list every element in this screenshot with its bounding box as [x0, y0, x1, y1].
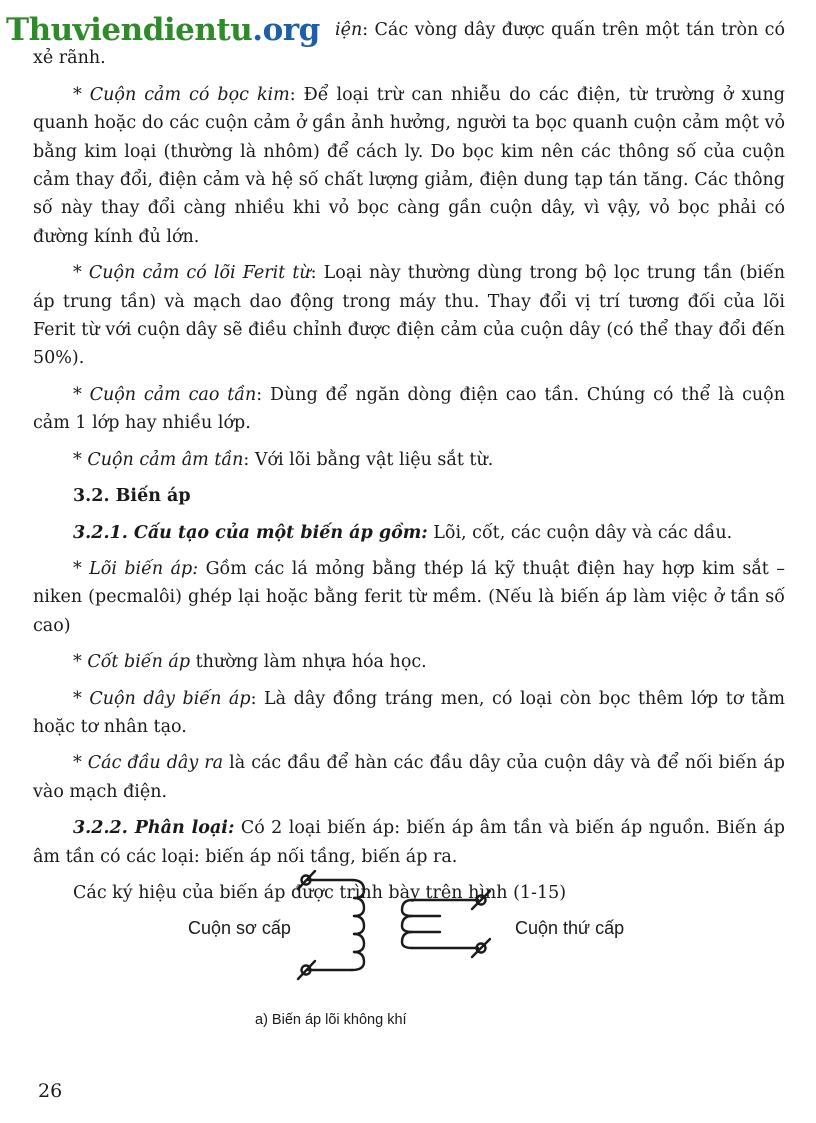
figure-caption: a) Biến áp lõi không khí: [255, 1012, 407, 1028]
paragraph-text: Gồm các lá mỏng bằng thép lá kỹ thuật điện hay hợp kim sắt – niken (pecmalôi) ghép lại hoặc bằng ferit từ mềm. (Nếu là biến áp làm việc ở tần số cao): [33, 558, 786, 636]
subsection-heading: [33, 519, 785, 547]
primary-coil: [298, 871, 364, 979]
paragraph: [33, 749, 785, 806]
paragraph-text: là các đầu để hàn các đầu dây của cuộn dây và để nối biến áp vào mạch điện.: [33, 753, 785, 802]
paragraph-text: : Với lõi bằng vật liệu sắt từ.: [243, 449, 494, 470]
paragraph: Các ký hiệu của biến áp được trình bày trên hình (1-15): [73, 882, 567, 903]
paragraph: [33, 648, 785, 676]
italic-term: * Cuộn cảm âm tần: [73, 449, 244, 470]
page-number: 26: [38, 1080, 63, 1102]
watermark-text-2: .org: [252, 12, 320, 48]
watermark-text-1: Thuviendientu: [6, 12, 253, 48]
italic-term: * Cốt biến áp: [73, 652, 191, 673]
paragraph-text: Có 2 loại biến áp: biến áp âm tần và biến áp nguồn. Biến áp âm tần có các loại: biến áp nối tầng, biến áp ra.: [33, 818, 785, 867]
secondary-coil: [402, 891, 490, 957]
paragraph: [33, 259, 785, 373]
italic-term: * Cuộn dây biến áp: [73, 688, 251, 709]
primary-coil-label: Cuộn sơ cấp: [188, 918, 291, 938]
subsection-title: 3.2.2. Phân loại:: [73, 818, 235, 839]
body-text: [33, 16, 785, 915]
paragraph-text: : Là dây đồng tráng men, có loại còn bọc thêm lớp tơ tằm hoặc tơ nhân tạo.: [33, 688, 785, 737]
italic-term: * Cuộn cảm cao tần: [73, 384, 257, 405]
section-heading: 3.2. Biến áp: [73, 486, 191, 507]
italic-term: * Cuộn cảm có bọc kim: [73, 84, 290, 105]
paragraph: [33, 16, 785, 73]
subsection-title: 3.2.1. Cấu tạo của một biến áp gồm:: [73, 522, 428, 543]
paragraph: [33, 555, 785, 640]
paragraph: [33, 446, 785, 474]
paragraph-text: : Loại này thường dùng trong bộ lọc trung tần (biến áp trung tần) và mạch dao động trong máy thu. Thay đổi vị trí tương đối của lõi Ferit từ với cuộn dây sẽ điều chỉnh được điện cảm của cuộn dây (có thể thay đổi đến 50%).: [33, 263, 785, 369]
italic-term: * Cuộn cảm có lõi Ferit từ: [73, 263, 311, 284]
paragraph-text: : Để loại trừ can nhiễu do các điện, từ trường ở xung quanh hoặc do các cuộn cảm ở gần ảnh hưởng, người ta bọc quanh cuộn cảm một vỏ bằng kim loại (thường là nhôm) để cách ly. Do bọc kim nên các thông số của cuộn cảm thay đổi, điện cảm và hệ số chất lượng giảm, điện dung tạp tán tăng. Các thông số này thay đổi càng nhiều khi vỏ bọc càng gần cuộn dây, vì vậy, vỏ bọc phải có đường kính đủ lớn.: [33, 84, 786, 247]
paragraph-text: : Các vòng dây được quấn trên một tán tròn có xẻ rãnh.: [33, 20, 785, 69]
paragraph-text: Lõi, cốt, các cuộn dây và các dầu.: [427, 522, 733, 543]
paragraph: [33, 685, 785, 742]
secondary-coil-label: Cuộn thứ cấp: [515, 918, 625, 938]
italic-term: iện: [335, 20, 363, 40]
italic-term: * Các đầu dây ra: [73, 753, 224, 774]
paragraph: [33, 381, 785, 438]
paragraph-text: : Dùng để ngăn dòng điện cao tần. Chúng có thể là cuộn cảm 1 lớp hay nhiều lớp.: [33, 384, 785, 434]
transformer-figure: [150, 858, 650, 1038]
paragraph-text: thường làm nhựa hóa học.: [190, 652, 427, 673]
italic-term: * Lõi biến áp:: [73, 558, 199, 579]
transformer-symbol: [150, 858, 650, 1038]
paragraph: [33, 81, 785, 251]
